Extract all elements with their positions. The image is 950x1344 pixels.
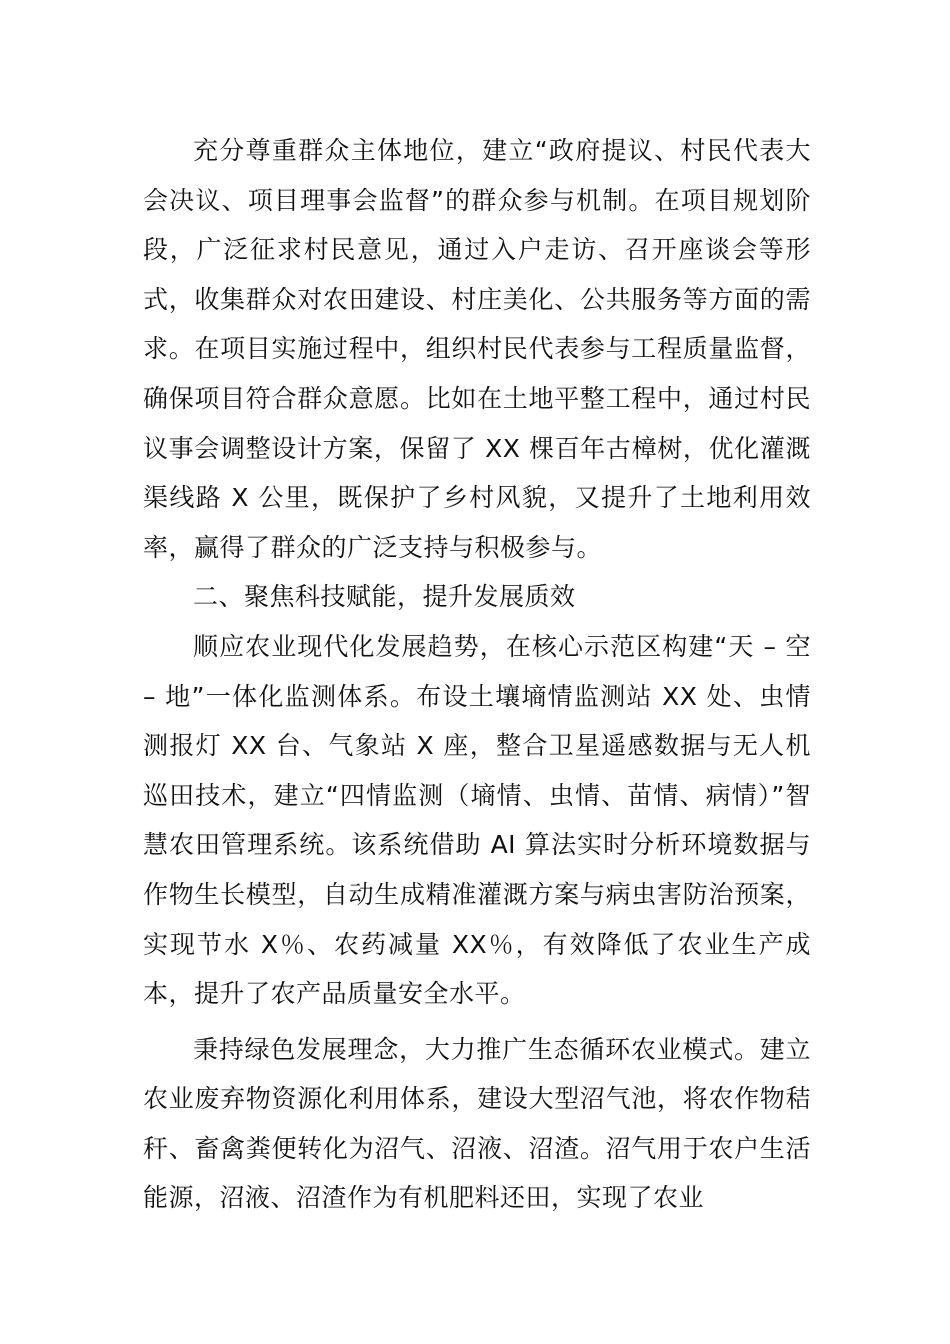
section-heading-tech-empowerment: 二、聚焦科技赋能，提升发展质效 [193, 582, 576, 612]
paragraph-monitoring-system: 顺应农业现代化发展趋势，在核心示范区构建“天 – 空 – 地”一体化监测体系。布设土壤墒情监测站 XX 处、虫情测报灯 XX 台、气象站 X 座，整合卫星遥感数据与无人机巡田技术，建立“四情监测（墒情、虫情、苗情、病情）”智慧农田管理系统。该系统借助 AI 算法实时分析环境数据与作物生长模型，自动生成精准灌溉方案与病虫害防治预案，实现节水 X％、农药减量 XX％，有效降低了农业生产成本，提升了农产品质量安全水平。 [143, 631, 811, 1009]
document-body [143, 126, 811, 1223]
paragraph-public-participation: 充分尊重群众主体地位，建立“政府提议、村民代表大会决议、项目理事会监督”的群众参与机制。在项目规划阶段，广泛征求村民意见，通过入户走访、召开座谈会等形式，收集群众对农田建设、村庄美化、公共服务等方面的需求。在项目实施过程中，组织村民代表参与工程质量监督，确保项目符合群众意愿。比如在土地平整工程中，通过村民议事会调整设计方案，保留了 XX 棵百年古樟树，优化灌溉渠线路 X 公里，既保护了乡村风貌，又提升了土地利用效率，赢得了群众的广泛支持与积极参与。 [143, 136, 811, 562]
paragraph-green-development: 秉持绿色发展理念，大力推广生态循环农业模式。建立农业废弃物资源化利用体系，建设大型沼气池，将农作物秸秆、畜禽粪便转化为沼气、沼液、沼渣。沼气用于农户生活能源，沼液、沼渣作为有机肥料还田，实现了农业 [143, 1034, 811, 1213]
